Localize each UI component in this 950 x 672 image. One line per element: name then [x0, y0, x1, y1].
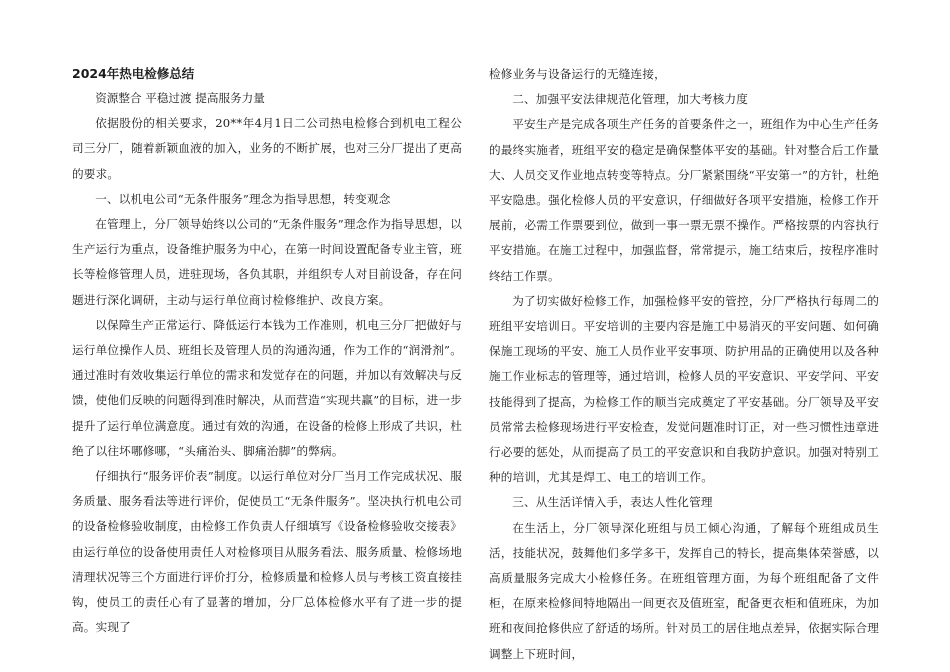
paragraph: 仔细执行“服务评价表”制度。以运行单位对分厂当月工作完成状况、服务质量、服务看法等进行评价，促使员工“无条件服务”。坚决执行机电公司的设备检修验收制度，由检修工作负责人仔细填写《设备检修验收交接表》由运行单位的设备使用责任人对检修项目从服务看法、服务质量、检修场地清理状况等三个方面进行评价打分，检修质量和检修人员与考核工资直接挂钩，使员工的责任心有了显著的增加，分厂总体检修水平有了进一步的提高。实现了: [72, 469, 462, 635]
continued-paragraph: 检修业务与设备运行的无缝连接，: [489, 67, 666, 81]
document-subtitle: 资源整合 平稳过渡 提高服务力量: [95, 91, 265, 105]
section-heading-3: 三、从生活详情入手，表达人性化管理: [512, 495, 713, 510]
intro-paragraph: 依据股份的相关要求，20**年4月1日二公司热电检修合到机电工程公司三分厂，随着新颖血液的加入，业务的不断扩展，也对三分厂提出了更高的要求。: [72, 116, 462, 181]
section-heading-1: 一、以机电公司“无条件服务”理念为指导思想，转变观念: [95, 191, 391, 206]
paragraph: 平安生产是完成各项生产任务的首要条件之一，班组作为中心生产任务的最终实施者，班组平安的稳定是确保整体平安的基础。针对整合后工作量大、人员交叉作业地点转变等特点。分厂紧紧围绕“平安第一”的方针，杜绝平安隐患。强化检修人员的平安意识，仔细做好各项平安措施，检修工作开展前，必需工作票要到位，做到一事一票无票不操作。严格按票的内容执行平安措施。在施工过程中，加强监督，常常提示，施工结束后，按程序准时终结工作票。: [489, 117, 879, 283]
paragraph: 在管理上，分厂领导始终以公司的“无条件服务”理念作为指导思想，以生产运行为重点，设备维护服务为中心，在第一时间设置配备专业主管，班长等检修管理人员，进驻现场，各负其职，并组织专人对目前设备，存在问题进行深化调研，主动与运行单位商讨检修维护、改良方案。: [72, 217, 462, 307]
paragraph: 以保障生产正常运行、降低运行本钱为工作准则，机电三分厂把做好与运行单位操作人员、班组长及管理人员的沟通沟通，作为工作的“润滑剂”。通过准时有效收集运行单位的需求和发觉存在的问题，并加以有效解决与反馈，使他们反映的问题得到准时解决，从而营造“实现共赢”的目标，进一步提升了运行单位满意度。通过有效的沟通，在设备的检修上形成了共识，杜绝了以往坏哪修哪，“头痛治头、脚痛治脚”的弊病。: [72, 317, 462, 458]
paragraph: 为了切实做好检修工作，加强检修平安的管控，分厂严格执行每周二的班组平安培训日。平安培训的主要内容是施工中易消灭的平安问题、如何确保施工现场的平安、施工人员作业平安事项、防护用品的正确使用以及各种施工作业标志的管理等，通过培训，检修人员的平安意识、平安学问、平安技能得到了提高，为检修工作的顺当完成奠定了平安基础。分厂领导及平安员常常去检修现场进行平安检查，发觉问题准时订正，对一些习惯性违章进行必要的惩处，从而提高了员工的平安意识和自我防护意识。加强对特别工种的培训，尤其是焊工、电工的培训工作。: [489, 293, 879, 485]
document-title: 2024年热电检修总结: [72, 66, 195, 81]
left-column: [72, 62, 462, 640]
right-column: [489, 62, 879, 667]
paragraph: 在生活上，分厂领导深化班组与员工倾心沟通，了解每个班组成员生活，技能状况，鼓舞他们多学多干，发挥自己的特长，提高集体荣誉感，以高质量服务完成大小检修任务。在班组管理方面，为每个班组配备了文件柜，在原来检修间特地隔出一间更衣及值班室，配备更衣柜和值班床，为加班和夜间抢修供应了舒适的场所。针对员工的居住地点差异，依据实际合理调整上下班时间，: [489, 520, 879, 661]
section-heading-2: 二、加强平安法律规范化管理，加大考核力度: [512, 92, 749, 107]
